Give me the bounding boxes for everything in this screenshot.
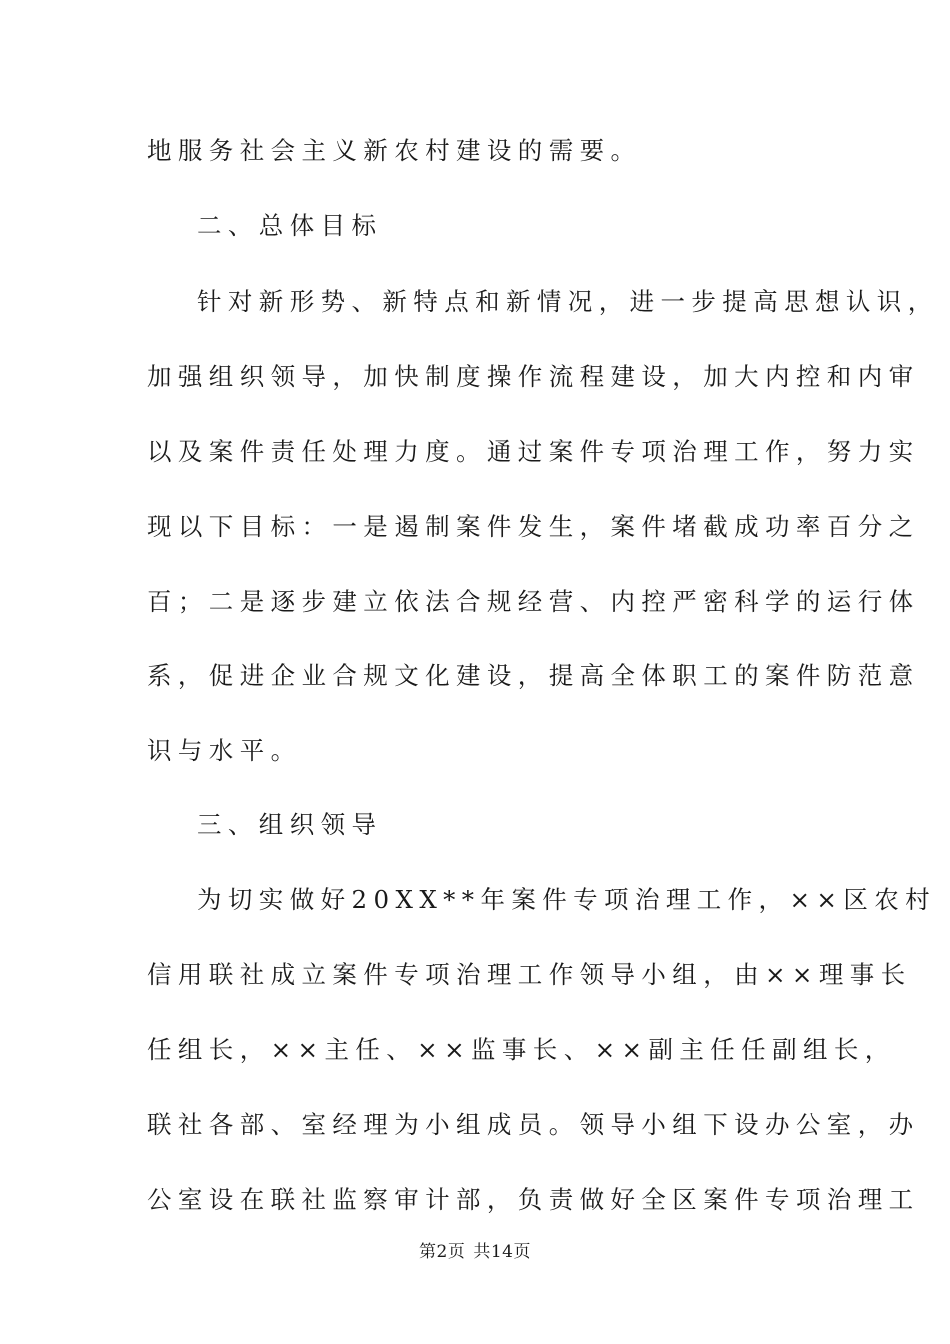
section-heading: 二、总体目标 <box>197 211 383 240</box>
paragraph-line: 任组长，××主任、××监事长、××副主任任副组长， <box>147 1035 896 1064</box>
page-number: 第2页 <box>419 1242 466 1262</box>
paragraph-line: 加强组织领导，加快制度操作流程建设，加大内控和内审 <box>147 362 920 391</box>
paragraph-line: 系，促进企业合规文化建设，提高全体职工的案件防范意 <box>147 661 920 690</box>
page-total: 共14页 <box>473 1242 531 1262</box>
section-heading: 三、组织领导 <box>197 810 383 839</box>
paragraph-line: 信用联社成立案件专项治理工作领导小组，由××理事长 <box>147 960 912 989</box>
page-footer <box>0 1241 950 1263</box>
paragraph-line: 以及案件责任处理力度。通过案件专项治理工作，努力实 <box>147 437 920 466</box>
paragraph-line: 为切实做好20XX**年案件专项治理工作，××区农村 <box>197 885 937 914</box>
paragraph-line: 百；二是逐步建立依法合规经营、内控严密科学的运行体 <box>147 587 920 616</box>
paragraph-line: 识与水平。 <box>147 736 302 765</box>
paragraph-line: 公室设在联社监察审计部，负责做好全区案件专项治理工 <box>147 1185 920 1214</box>
paragraph-line: 联社各部、室经理为小组成员。领导小组下设办公室，办 <box>147 1110 920 1139</box>
paragraph-line: 地服务社会主义新农村建设的需要。 <box>147 136 642 165</box>
paragraph-line: 现以下目标：一是遏制案件发生，案件堵截成功率百分之 <box>147 512 920 541</box>
paragraph-line: 针对新形势、新特点和新情况，进一步提高思想认识， <box>197 287 939 316</box>
